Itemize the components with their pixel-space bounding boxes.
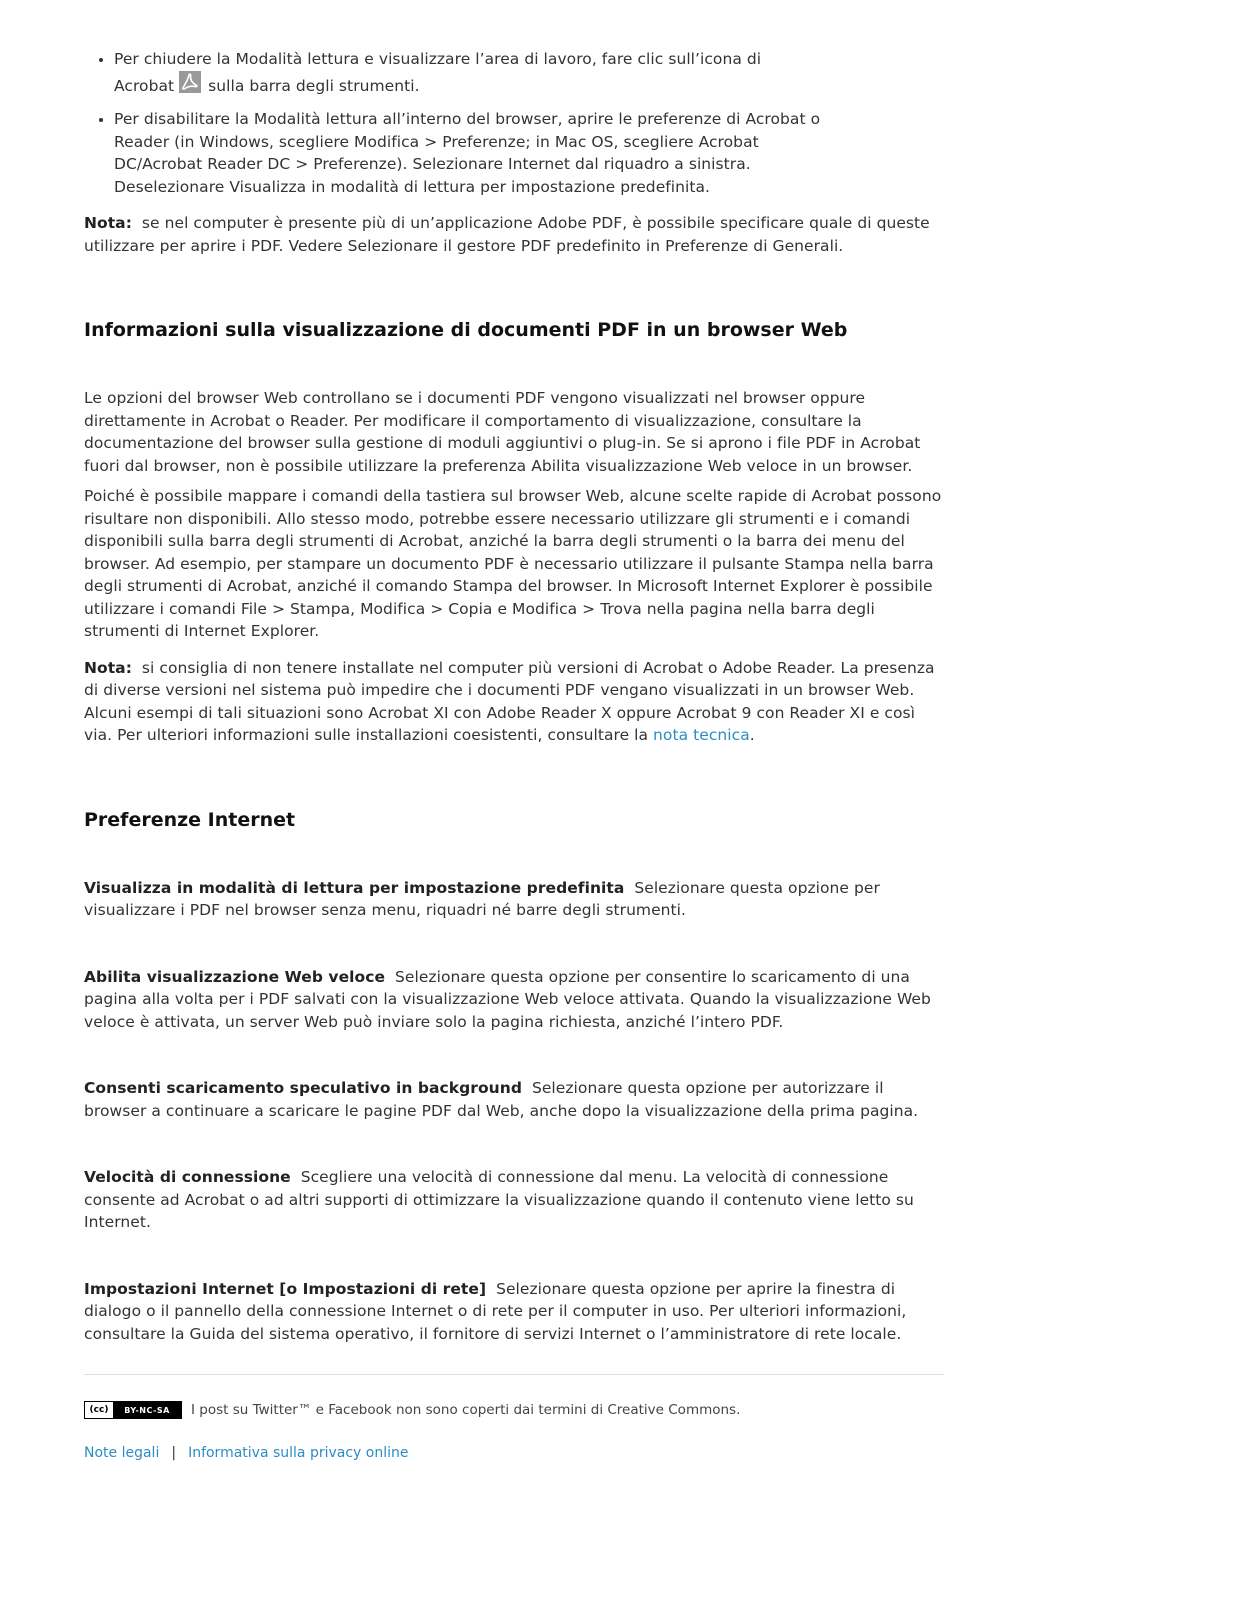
- definition-text: Selezionare questa opzione per autorizzare il browser a continuare a scaricare le pagine PDF dal Web, anche dopo la visualizzazione della prima pagina.: [84, 1079, 919, 1120]
- paragraph: Poiché è possibile mappare i comandi della tastiera sul browser Web, alcune scelte rapide di Acrobat possono risultare non disponibili. Allo stesso modo, potrebbe essere necessario utilizzare gli strumenti e i comandi disponibili sulla barra degli strumenti di Acrobat, anziché la barra degli strumenti o la barra dei menu del browser. Ad esempio, per stampare un documento PDF è necessario utilizzare il pulsante Stampa nella barra degli strumenti di Acrobat, anziché il comando Stampa del browser. In Microsoft Internet Explorer è possibile utilizzare i comandi File > Stampa, Modifica > Copia e Modifica > Trova nella pagina nella barra degli strumenti di Internet Explorer.: [84, 487, 942, 640]
- legal-notices-link[interactable]: Note legali: [84, 1445, 160, 1461]
- bullet-list: [84, 48, 944, 198]
- cc-license-badge[interactable]: [84, 1401, 182, 1419]
- note-end: .: [749, 726, 755, 744]
- note-text: si consiglia di non tenere installate nel computer più versioni di Acrobat o Adobe Reader. La presenza di diverse versioni nel sistema può impedire che i documenti PDF vengano visualizzati in un browser Web. Alcuni esempi di tali situazioni sono Acrobat XI con Adobe Reader X oppure Acrobat 9 con Reader XI e così via. Per ulteriori informazioni sulle installazioni coesistenti, consultare la: [84, 658, 935, 744]
- definition-item: [84, 1077, 944, 1122]
- definition-text: Scegliere una velocità di connessione dal menu. La velocità di connessione consente ad Acrobat o ad altri supporti di ottimizzare la visualizzazione quando il contenuto viene letto su Internet.: [84, 1168, 914, 1231]
- definition-item: [84, 1278, 944, 1346]
- definition-term: Abilita visualizzazione Web veloce: [84, 967, 386, 986]
- note-label: Nota:: [84, 214, 132, 232]
- note-paragraph: [84, 657, 944, 747]
- definition-term: Consenti scaricamento speculativo in background: [84, 1079, 522, 1097]
- cc-license-label: BY-NC-SA: [113, 1402, 181, 1418]
- bullet-text-line: [114, 71, 944, 98]
- document-page: [84, 0, 944, 1461]
- bullet-text-line: DC/Acrobat Reader DC > Preferenze). Selezionare Internet dal riquadro a sinistra.: [114, 155, 751, 173]
- note-paragraph: [84, 212, 944, 257]
- definition-text: Selezionare questa opzione per aprire la finestra di dialogo o il pannello della connessione Internet o di rete per il computer in uso. Per ulteriori informazioni, consultare la Guida del sistema operativo, il fornitore di servizi Internet o l’amministratore di rete locale.: [84, 1279, 907, 1343]
- cc-logo: (cc): [85, 1402, 113, 1418]
- note-label: Nota:: [84, 658, 132, 677]
- bullet-text-line: Deselezionare Visualizza in modalità di lettura per impostazione predefinita.: [114, 177, 711, 196]
- bullet-text: Acrobat: [114, 76, 175, 95]
- note-text: se nel computer è presente più di un’applicazione Adobe PDF, è possibile specificare quale di queste utilizzare per aprire i PDF. Vedere Selezionare il gestore PDF predefinito in Preferenze di Generali.: [84, 214, 930, 255]
- definition-text: Selezionare questa opzione per visualizzare i PDF nel browser senza menu, riquadri né barre degli strumenti.: [84, 878, 880, 919]
- list-item: [114, 48, 944, 97]
- definition-item: [84, 966, 944, 1034]
- bullet-text-line: • Per disabilitare la Modalità lettura all’interno del browser, aprire le preferenze di Acrobat o: [114, 110, 821, 128]
- bullet-text-line: Reader (in Windows, scegliere Modifica > Preferenze; in Mac OS, scegliere Acrobat: [114, 132, 759, 151]
- acrobat-icon: [179, 71, 201, 93]
- technical-note-link[interactable]: nota tecnica: [653, 726, 750, 744]
- bullet-text-line: • Per chiudere la Modalità lettura e visualizzare l’area di lavoro, fare clic sull’icona di: [114, 50, 762, 68]
- definition-item: [84, 877, 944, 922]
- definition-term: Velocità di connessione: [84, 1168, 291, 1186]
- footer-links: [84, 1445, 944, 1461]
- bullet-text: sulla barra degli strumenti.: [208, 76, 420, 95]
- list-item: [114, 108, 944, 198]
- paragraph: Le opzioni del browser Web controllano se i documenti PDF vengono visualizzati nel browser oppure direttamente in Acrobat o Reader. Per modificare il comportamento di visualizzazione, consultare la documentazione del browser sulla gestione di moduli aggiuntivi o plug-in. Se si aprono i file PDF in Acrobat fuori dal browser, non è possibile utilizzare la preferenza Abilita visualizzazione Web veloce in un browser.: [84, 389, 921, 475]
- creative-commons-row: [84, 1401, 944, 1419]
- privacy-policy-link[interactable]: Informativa sulla privacy online: [188, 1445, 409, 1461]
- definition-term: Visualizza in modalità di lettura per impostazione predefinita: [84, 878, 625, 897]
- footer-divider: [84, 1374, 944, 1375]
- section-heading-internet: Preferenze Internet: [84, 808, 296, 831]
- cc-disclaimer: I post su Twitter™ e Facebook non sono coperti dai termini di Creative Commons.: [191, 1402, 741, 1418]
- section-heading-browser: Informazioni sulla visualizzazione di documenti PDF in un browser Web: [84, 319, 848, 341]
- definition-item: [84, 1166, 944, 1234]
- definition-term: Impostazioni Internet [o Impostazioni di rete]: [84, 1279, 487, 1298]
- footer-separator: |: [171, 1445, 177, 1461]
- definition-text: Selezionare questa opzione per consentire lo scaricamento di una pagina alla volta per i PDF salvati con la visualizzazione Web veloce attivata. Quando la visualizzazione Web veloce è attivata, un server Web può inviare solo la pagina richiesta, anziché l’intero PDF.: [84, 967, 931, 1031]
